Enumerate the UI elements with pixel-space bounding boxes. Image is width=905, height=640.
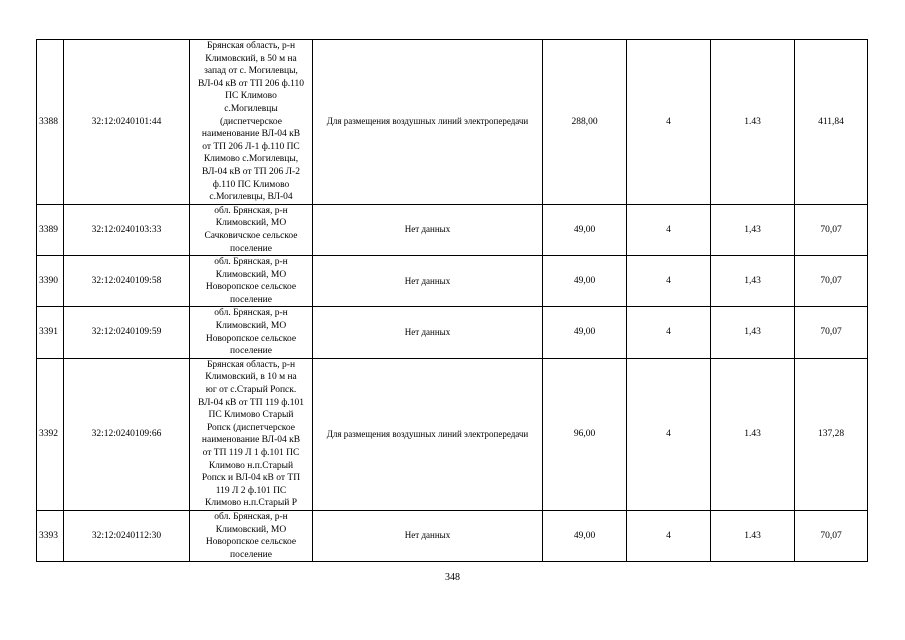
permitted-use: Для размещения воздушных линий электропередачи: [313, 358, 543, 510]
row-number: 3391: [37, 307, 64, 358]
address: обл. Брянская, р-н Климовский, МО Сачковичское сельское поселение: [190, 204, 313, 255]
area-value: 49,00: [543, 510, 627, 561]
table-row: [37, 358, 868, 510]
table-row: [37, 256, 868, 307]
coefficient-value: 1,43: [711, 204, 795, 255]
amount-value: 70,07: [795, 256, 868, 307]
permitted-use: Нет данных: [313, 204, 543, 255]
permitted-use: Нет данных: [313, 510, 543, 561]
column-6-value: 4: [627, 358, 711, 510]
permitted-use: Нет данных: [313, 256, 543, 307]
amount-value: 411,84: [795, 40, 868, 205]
column-6-value: 4: [627, 510, 711, 561]
row-number: 3389: [37, 204, 64, 255]
permitted-use: Нет данных: [313, 307, 543, 358]
amount-value: 70,07: [795, 307, 868, 358]
cadastral-number: 32:12:0240109:59: [64, 307, 190, 358]
table-row: [37, 307, 868, 358]
table-row: [37, 204, 868, 255]
cadastral-number: 32:12:0240109:58: [64, 256, 190, 307]
row-number: 3390: [37, 256, 64, 307]
page-number: 348: [445, 572, 460, 583]
coefficient-value: 1.43: [711, 40, 795, 205]
amount-value: 70,07: [795, 204, 868, 255]
column-6-value: 4: [627, 40, 711, 205]
coefficient-value: 1.43: [711, 358, 795, 510]
address: обл. Брянская, р-н Климовский, МО Новоропское сельское поселение: [190, 256, 313, 307]
register-table: [36, 39, 868, 562]
column-6-value: 4: [627, 307, 711, 358]
amount-value: 70,07: [795, 510, 868, 561]
permitted-use: Для размещения воздушных линий электропередачи: [313, 40, 543, 205]
address: Брянская область, р-н Климовский, в 10 м на юг от с.Старый Ропск. ВЛ-04 кВ от ТП 119 ф.101 ПС Климово Старый Ропск (диспетчерское наименование ВЛ-04 кВ от ТП 119 Л 1 ф.101 ПС Климово н.п.Старый Ропск и ВЛ-04 кВ от ТП 119 Л 2 ф.101 ПС Климово н.п.Старый Р: [190, 358, 313, 510]
cadastral-number: 32:12:0240101:44: [64, 40, 190, 205]
address: обл. Брянская, р-н Климовский, МО Новоропское сельское поселение: [190, 510, 313, 561]
column-6-value: 4: [627, 204, 711, 255]
amount-value: 137,28: [795, 358, 868, 510]
table-row: [37, 40, 868, 205]
column-6-value: 4: [627, 256, 711, 307]
area-value: 96,00: [543, 358, 627, 510]
coefficient-value: 1,43: [711, 307, 795, 358]
cadastral-number: 32:12:0240112:30: [64, 510, 190, 561]
row-number: 3393: [37, 510, 64, 561]
address: обл. Брянская, р-н Климовский, МО Новоропское сельское поселение: [190, 307, 313, 358]
coefficient-value: 1.43: [711, 510, 795, 561]
area-value: 288,00: [543, 40, 627, 205]
address: Брянская область, р-н Климовский, в 50 м на запад от с. Могилевцы, ВЛ-04 кВ от ТП 206 ф.110 ПС Климово с.Могилевцы (диспетчерское наименование ВЛ-04 кВ от ТП 206 Л-1 ф.110 ПС Климово с.Могилевцы, ВЛ-04 кВ от ТП 206 Л-2 ф.110 ПС Климово с.Могилевцы, ВЛ-04: [190, 40, 313, 205]
area-value: 49,00: [543, 307, 627, 358]
row-number: 3388: [37, 40, 64, 205]
cadastral-number: 32:12:0240109:66: [64, 358, 190, 510]
row-number: 3392: [37, 358, 64, 510]
area-value: 49,00: [543, 204, 627, 255]
area-value: 49,00: [543, 256, 627, 307]
table-row: [37, 510, 868, 561]
coefficient-value: 1,43: [711, 256, 795, 307]
cadastral-number: 32:12:0240103:33: [64, 204, 190, 255]
